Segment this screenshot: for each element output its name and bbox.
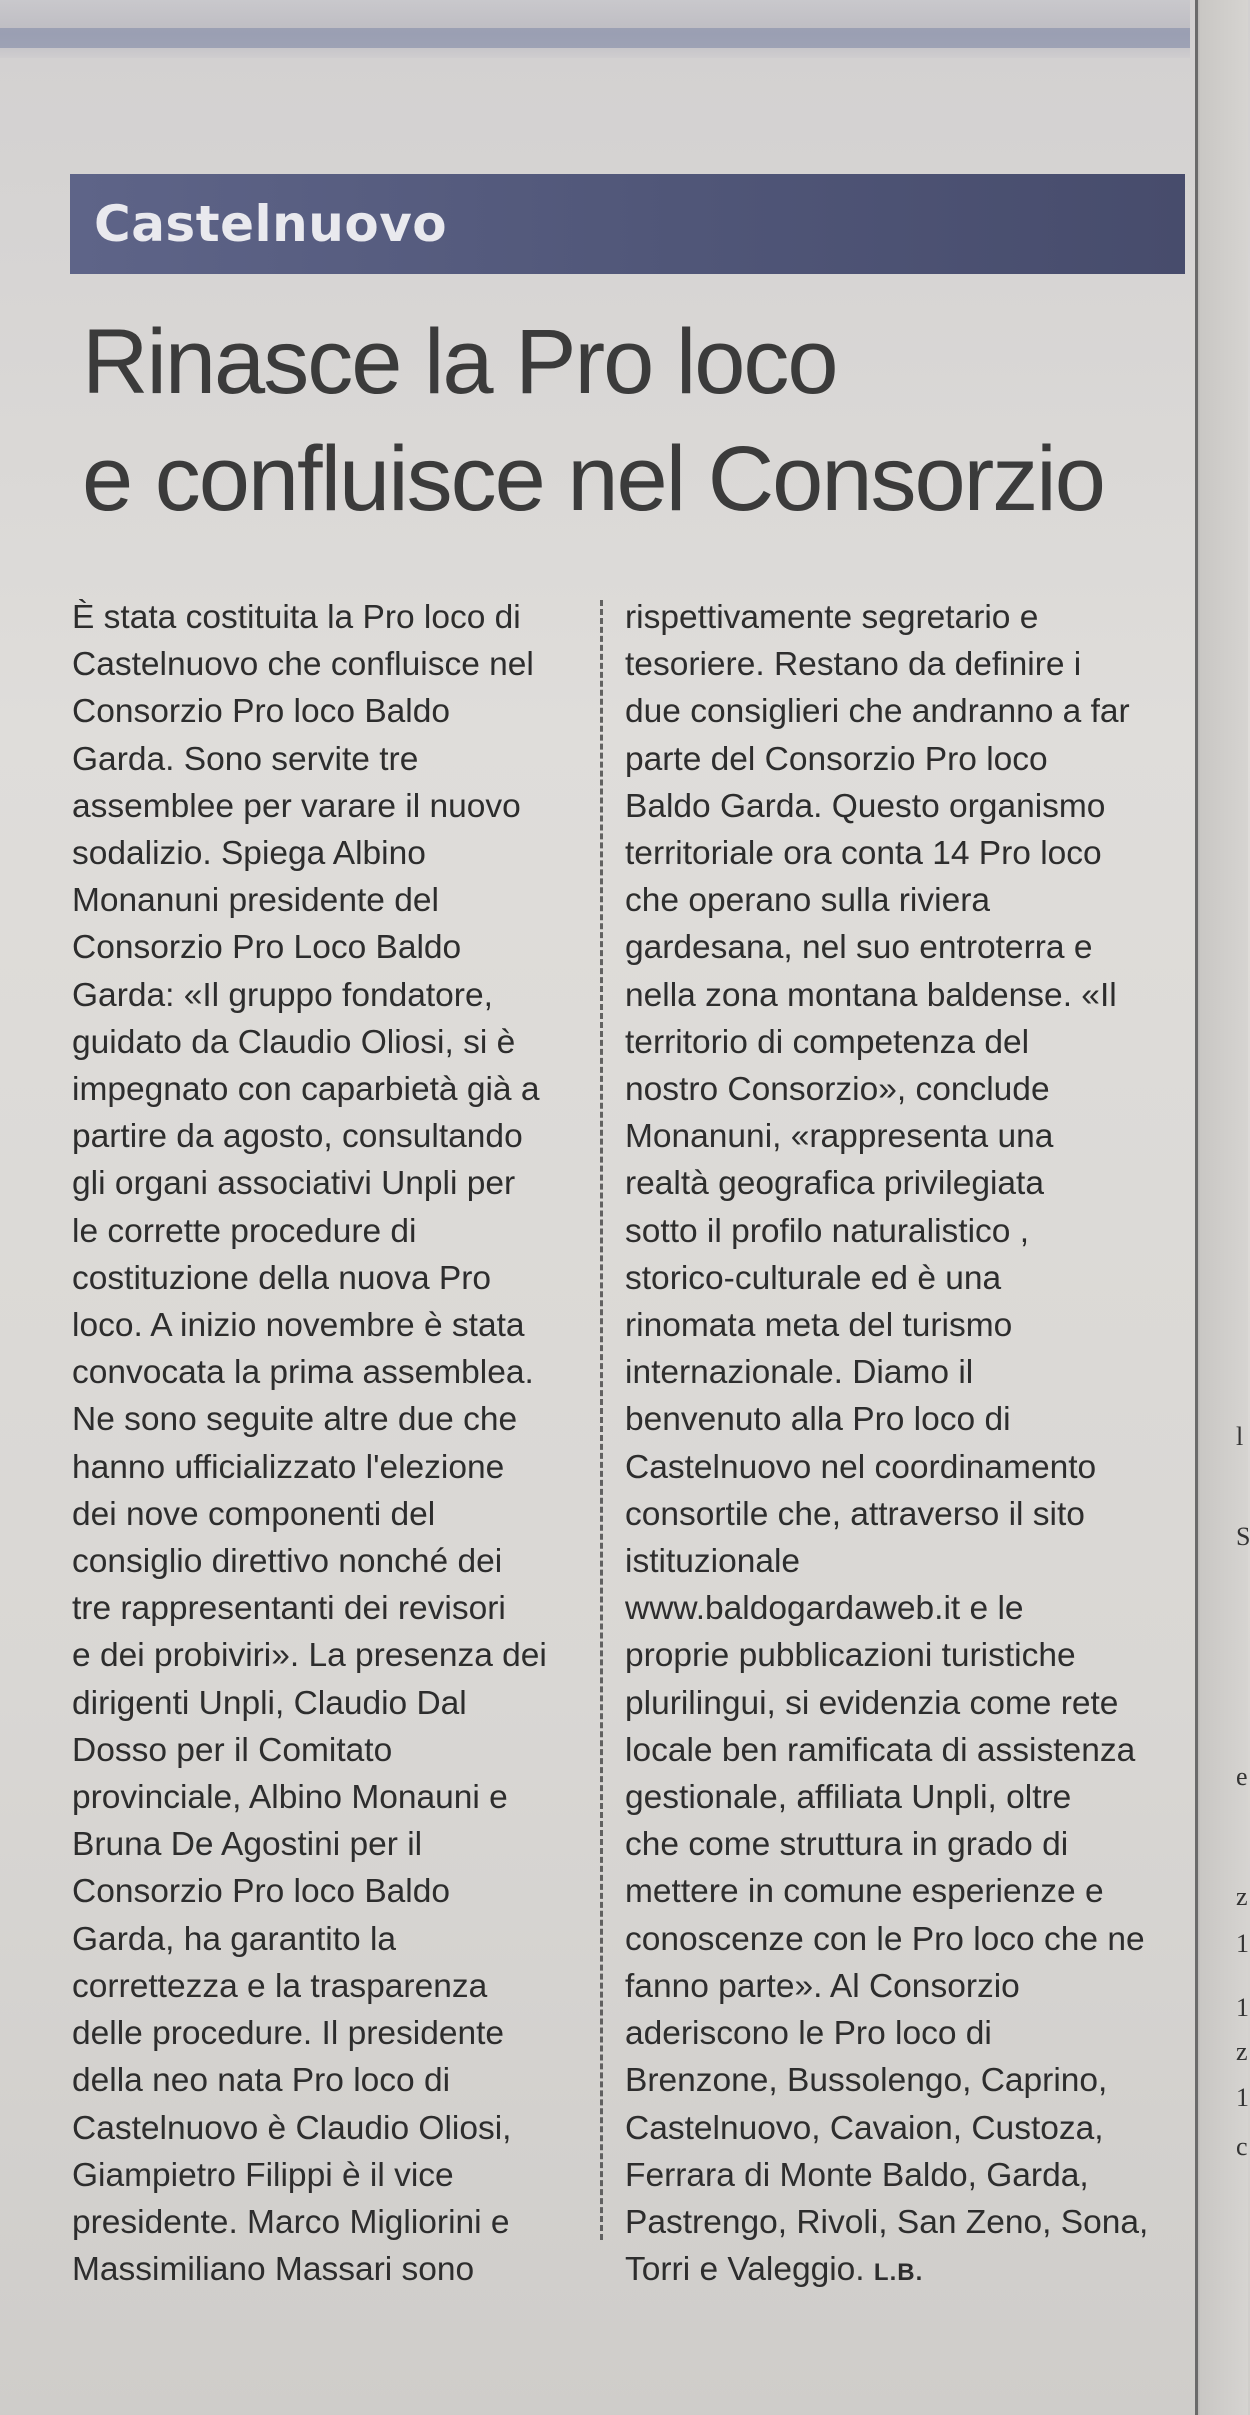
body-text-line: Garda: «Il gruppo fondatore, (72, 976, 493, 1014)
body-text-line: due consiglieri che andranno a far (625, 693, 1130, 731)
body-text-line: Castelnuovo nel coordinamento (625, 1448, 1097, 1486)
body-text-line: realtà geografica privilegiata (625, 1165, 1044, 1203)
body-text-line: provinciale, Albino Monauni e (72, 1779, 508, 1817)
body-text-line: e dei probiviri». La presenza dei (72, 1637, 547, 1675)
body-text-line: Garda. Sono servite tre (72, 740, 419, 778)
body-text-line: assemblee per varare il nuovo (72, 787, 521, 825)
adjacent-page-glyph: l (1236, 1422, 1244, 1451)
body-text-line: Brenzone, Bussolengo, Caprino, (625, 2062, 1108, 2100)
body-text-line: nella zona montana baldense. «Il (625, 976, 1117, 1014)
body-text-line: Castelnuovo, Cavaion, Custoza, (625, 2109, 1104, 2147)
body-text-line: Giampietro Filippi è il vice (72, 2156, 454, 2194)
body-text-line: Castelnuovo che confluisce nel (72, 646, 534, 684)
adjacent-page-glyph: z (1236, 1882, 1248, 1911)
body-text-line: Consorzio Pro loco Baldo (72, 1873, 451, 1911)
body-text-line: Dosso per il Comitato (72, 1731, 393, 1769)
section-kicker (70, 174, 1185, 274)
author-initials: L.B. (873, 2259, 924, 2287)
body-text-line: Monanuni presidente del (72, 882, 439, 920)
closing-text: Torri e Valeggio. (625, 2251, 865, 2289)
body-text-line-final (625, 2246, 1185, 2296)
body-text-line: storico-culturale ed è una (625, 1259, 1002, 1297)
body-text-line: www.baldogardaweb.it e le (625, 1590, 1024, 1628)
body-text-line: delle procedure. Il presidente (72, 2015, 505, 2053)
body-text-line: Garda, ha garantito la (72, 1920, 397, 1958)
body-text-line: sodalizio. Spiega Albino (72, 835, 426, 873)
adjacent-page-glyph: c (1236, 2132, 1248, 2161)
body-text-line: territorio di competenza del (625, 1023, 1030, 1061)
body-text-line: Bruna De Agostini per il (72, 1826, 423, 1864)
adjacent-page-glyph: 1 (1236, 1929, 1249, 1958)
body-text-line: Castelnuovo è Claudio Oliosi, (72, 2109, 512, 2147)
body-text-line: gli organi associativi Unpli per (72, 1165, 516, 1203)
adjacent-page-glyph: 1 (1236, 2083, 1249, 2112)
body-text-line: Consorzio Pro loco Baldo (72, 693, 451, 731)
body-text-line: impegnato con caparbietà già a (72, 1071, 540, 1109)
body-text-line: gestionale, affiliata Unpli, oltre (625, 1779, 1072, 1817)
body-text-line: tre rappresentanti dei revisori (72, 1590, 506, 1628)
body-column-left (72, 594, 592, 2293)
body-text-line: partire da agosto, consultando (72, 1118, 523, 1156)
body-text-line: le corrette procedure di (72, 1212, 417, 1250)
headline-line-1: Rinasce la Pro loco (82, 311, 837, 413)
body-text-line: rinomata meta del turismo (625, 1307, 1013, 1345)
adjacent-page-glyph: e (1236, 1762, 1248, 1791)
body-text-line: dirigenti Unpli, Claudio Dal (72, 1684, 467, 1722)
body-text-line: locale ben ramificata di assistenza (625, 1731, 1136, 1769)
body-text-line: aderiscono le Pro loco di (625, 2015, 992, 2053)
adjacent-page-glyph: z (1236, 2037, 1248, 2066)
body-text-line: guidato da Claudio Oliosi, si è (72, 1023, 516, 1061)
body-text-line: che come struttura in grado di (625, 1826, 1069, 1864)
body-text-line: Ne sono seguite altre due che (72, 1401, 518, 1439)
body-text-line: È stata costituita la Pro loco di (72, 599, 521, 636)
body-text-line: Ferrara di Monte Baldo, Garda, (625, 2156, 1089, 2194)
body-text-line: convocata la prima assemblea. (72, 1354, 534, 1392)
color-band (0, 28, 1190, 48)
headline-line-2: e confluisce nel Consorzio (82, 428, 1104, 530)
newspaper-article (70, 174, 1185, 2289)
body-text-line: parte del Consorzio Pro loco (625, 740, 1048, 778)
body-text-line: rispettivamente segretario e (625, 599, 1039, 636)
adjacent-page-glyph: 1 (1236, 1993, 1249, 2022)
body-text-line: consortile che, attraverso il sito (625, 1495, 1085, 1533)
body-text-line: gardesana, nel suo entroterra e (625, 929, 1093, 967)
body-text-line: istituzionale (625, 1543, 801, 1581)
body-text-line: benvenuto alla Pro loco di (625, 1401, 1011, 1439)
column-rule (1195, 0, 1198, 2415)
body-text-line: territoriale ora conta 14 Pro loco (625, 835, 1102, 873)
body-column-right (625, 594, 1185, 2296)
body-text-line: della neo nata Pro loco di (72, 2062, 451, 2100)
body-text-line: nostro Consorzio», conclude (625, 1071, 1050, 1109)
body-text-line: Pastrengo, Rivoli, San Zeno, Sona, (625, 2203, 1149, 2241)
body-text-line: internazionale. Diamo il (625, 1354, 974, 1392)
body-text-line: plurilingui, si evidenzia come rete (625, 1684, 1119, 1722)
body-text-line: consiglio direttivo nonché dei (72, 1543, 503, 1581)
body-text-line: sotto il profilo naturalistico , (625, 1212, 1030, 1250)
previous-article-strip (0, 0, 1190, 58)
body-text-line: Massimiliano Massari sono (72, 2251, 475, 2289)
headline (82, 304, 1185, 538)
column-divider (600, 600, 603, 2240)
kicker-label: Castelnuovo (94, 195, 448, 253)
body-text-line: proprie pubblicazioni turistiche (625, 1637, 1076, 1675)
body-text-line: loco. A inizio novembre è stata (72, 1307, 525, 1345)
body-text-line: Monanuni, «rappresenta una (625, 1118, 1054, 1156)
body-text-line: che operano sulla riviera (625, 882, 990, 920)
body-text-line: tesoriere. Restano da definire i (625, 646, 1082, 684)
body-text-line: dei nove componenti del (72, 1495, 436, 1533)
body-text-line: conoscenze con le Pro loco che ne (625, 1920, 1145, 1958)
body-text-line: hanno ufficializzato l'elezione (72, 1448, 505, 1486)
body-text-line: fanno parte». Al Consorzio (625, 1967, 1020, 2005)
body-text-line: Consorzio Pro Loco Baldo (72, 929, 462, 967)
body-text-line: Baldo Garda. Questo organismo (625, 787, 1106, 825)
adjacent-page-glyph: S (1236, 1522, 1250, 1551)
body-text-line: presidente. Marco Migliorini e (72, 2203, 510, 2241)
body-text-line: correttezza e la trasparenza (72, 1967, 488, 2005)
body-text-line: mettere in comune esperienze e (625, 1873, 1104, 1911)
body-text-line: costituzione della nuova Pro (72, 1259, 492, 1297)
